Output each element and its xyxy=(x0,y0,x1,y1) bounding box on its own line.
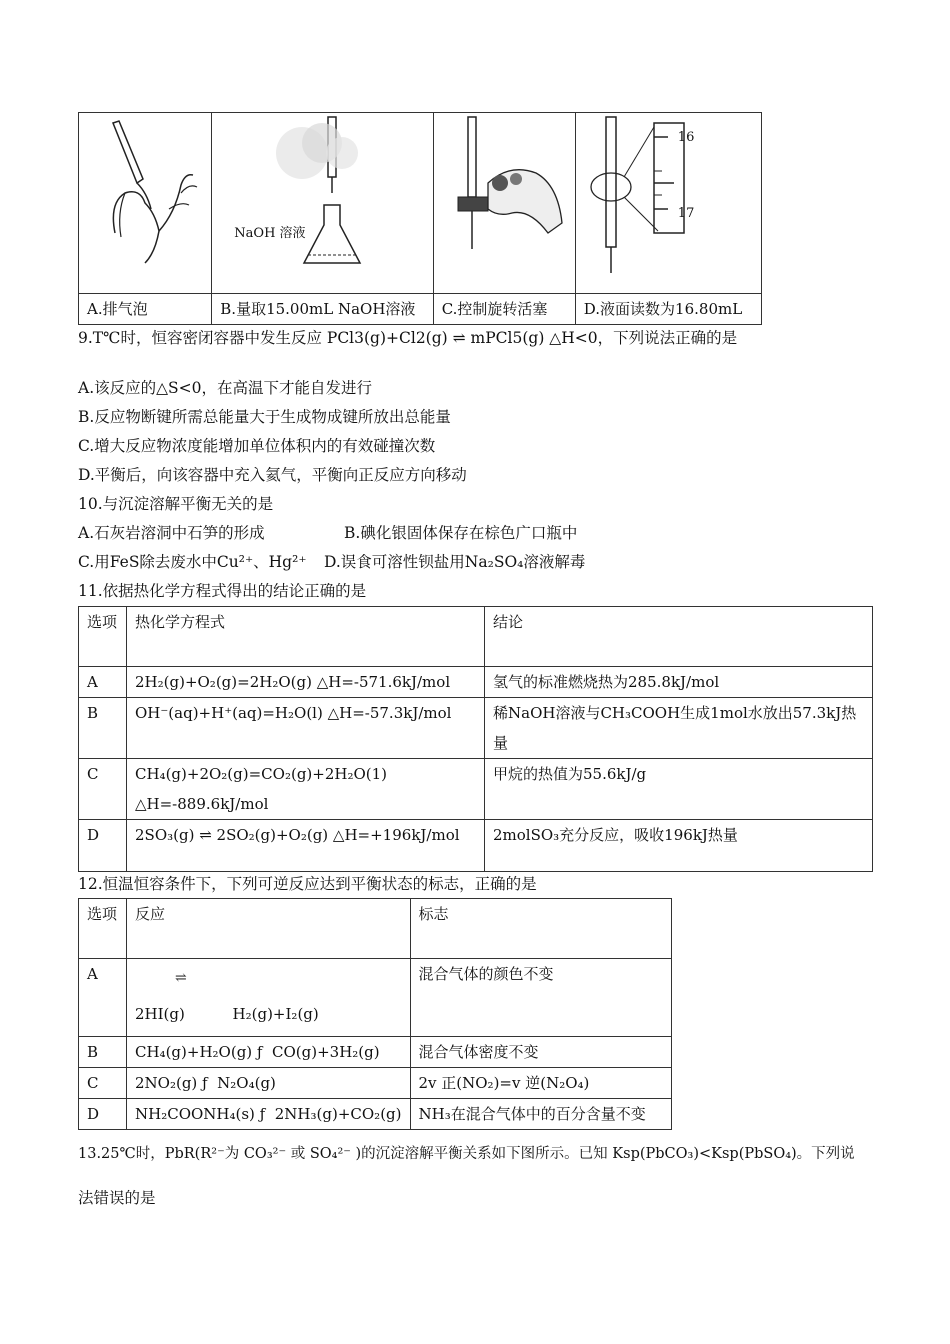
burette-reading-illustration xyxy=(584,113,752,283)
q8-picture-b xyxy=(212,113,433,294)
q11-stem: 11.依据热化学方程式得出的结论正确的是 xyxy=(78,582,367,600)
q12-row-c-reaction: 2NO₂(g) ƒ N₂O₄(g) xyxy=(127,1068,411,1099)
q9-option-b: B.反应物断键所需总能量大于生成物成键所放出总能量 xyxy=(78,408,451,426)
q11-row-b-conclusion: 稀NaOH溶液与CH₃COOH生成1mol水放出57.3kJ热量 xyxy=(485,698,873,759)
flask-naoh-illustration xyxy=(222,113,422,283)
q13-stem: 13.25℃时，PbR(R²⁻为 CO₃²⁻ 或 SO₄²⁻ )的沉淀溶解平衡关系如下图所示。已知 Ksp(PbCO₃)<Ksp(PbSO₄)。下列说 xyxy=(78,1146,855,1162)
q12-row-b-mark: 混合气体密度不变 xyxy=(410,1037,672,1068)
q10-stem: 10.与沉淀溶解平衡无关的是 xyxy=(78,495,274,513)
q12-row-a-option: A xyxy=(79,959,127,1037)
q8-picture-a xyxy=(79,113,212,294)
q12-row-c-mark: 2v 正(NO₂)=v 逆(N₂O₄) xyxy=(410,1068,672,1099)
q11-header-equation: 热化学方程式 xyxy=(127,607,485,667)
burette-tick-16: 16 xyxy=(677,130,695,145)
q8-caption-b: B.量取15.00mL NaOH溶液 xyxy=(212,294,433,325)
q11-row-d-equation: 2SO₃(g) ⇌ 2SO₂(g)+O₂(g) △H=+196kJ/mol xyxy=(127,820,485,872)
q12-header-reaction: 反应 xyxy=(127,899,411,959)
q9-stem: 9.T℃时，恒容密闭容器中发生反应 PCl3(g)+Cl2(g) ⇌ mPCl5(g) △H<0，下列说法正确的是 xyxy=(78,329,738,347)
q12-row-d-option: D xyxy=(79,1099,127,1130)
q10-option-d: D.误食可溶性钡盐用Na₂SO₄溶液解毒 xyxy=(324,553,586,571)
q12-row-b-reaction: CH₄(g)+H₂O(g) ƒ CO(g)+3H₂(g) xyxy=(127,1037,411,1068)
burette-tick-17: 17 xyxy=(677,206,695,221)
q8-caption-c: C.控制旋转活塞 xyxy=(433,294,575,325)
q11-row-a-conclusion: 氢气的标准燃烧热为285.8kJ/mol xyxy=(485,667,873,698)
q11-row-c-equation: CH₄(g)+2O₂(g)=CO₂(g)+2H₂O(1) △H=-889.6kJ/mol xyxy=(127,759,485,820)
q12-row-a-reaction-cell xyxy=(127,959,411,1037)
q12-header-mark: 标志 xyxy=(410,899,672,959)
q9-option-c: C.增大反应物浓度能增加单位体积内的有效碰撞次数 xyxy=(78,437,436,455)
q9-option-d: D.平衡后，向该容器中充入氦气，平衡向正反应方向移动 xyxy=(78,466,467,484)
reversible-arrow-icon: ⇌ xyxy=(175,970,187,986)
naoh-solution-label: NaOH 溶液 xyxy=(234,226,306,241)
q11-row-a-option: A xyxy=(79,667,127,698)
q12-table xyxy=(78,898,672,1130)
q12-row-b-option: B xyxy=(79,1037,127,1068)
q12-row-a-reaction: 2HI(g) H₂(g)+I₂(g) xyxy=(135,1005,319,1023)
q11-header-option: 选项 xyxy=(79,607,127,667)
q8-picture-d xyxy=(575,113,761,294)
q8-caption-a: A.排气泡 xyxy=(79,294,212,325)
q11-row-d-option: D xyxy=(79,820,127,872)
q8-picture-c xyxy=(433,113,575,294)
q11-row-b-equation: OH⁻(aq)+H⁺(aq)=H₂O(l) △H=-57.3kJ/mol xyxy=(127,698,485,759)
q12-row-d-mark: NH₃在混合气体中的百分含量不变 xyxy=(410,1099,672,1130)
q12-row-d-reaction: NH₂COONH₄(s) ƒ 2NH₃(g)+CO₂(g) xyxy=(127,1099,411,1130)
q8-caption-d: D.液面读数为16.80mL xyxy=(575,294,761,325)
q10-option-b: B.碘化银固体保存在棕色广口瓶中 xyxy=(344,524,578,542)
q11-row-c-option: C xyxy=(79,759,127,820)
q10-option-a: A.石灰岩溶洞中石笋的形成 xyxy=(78,524,265,542)
q11-row-b-option: B xyxy=(79,698,127,759)
q11-table xyxy=(78,606,873,872)
q11-row-c-conclusion: 甲烷的热值为55.6kJ/g xyxy=(485,759,873,820)
q11-header-conclusion: 结论 xyxy=(485,607,873,667)
q10-option-c: C.用FeS除去废水中Cu²⁺、Hg²⁺ xyxy=(78,553,307,571)
q13-stem-continued: 法错误的是 xyxy=(78,1189,156,1207)
hand-burette-tip-illustration xyxy=(85,113,205,283)
q12-row-a-mark: 混合气体的颜色不变 xyxy=(410,959,672,1037)
q11-row-d-conclusion: 2molSO₃充分反应，吸收196kJ热量 xyxy=(485,820,873,872)
q9-option-a: A.该反应的△S<0，在高温下才能自发进行 xyxy=(78,379,373,397)
stopcock-hand-illustration xyxy=(440,113,568,283)
q11-row-a-equation: 2H₂(g)+O₂(g)=2H₂O(g) △H=-571.6kJ/mol xyxy=(127,667,485,698)
q8-picture-table xyxy=(78,112,762,325)
q12-row-c-option: C xyxy=(79,1068,127,1099)
q12-stem: 12.恒温恒容条件下，下列可逆反应达到平衡状态的标志，正确的是 xyxy=(78,875,537,893)
q12-header-option: 选项 xyxy=(79,899,127,959)
